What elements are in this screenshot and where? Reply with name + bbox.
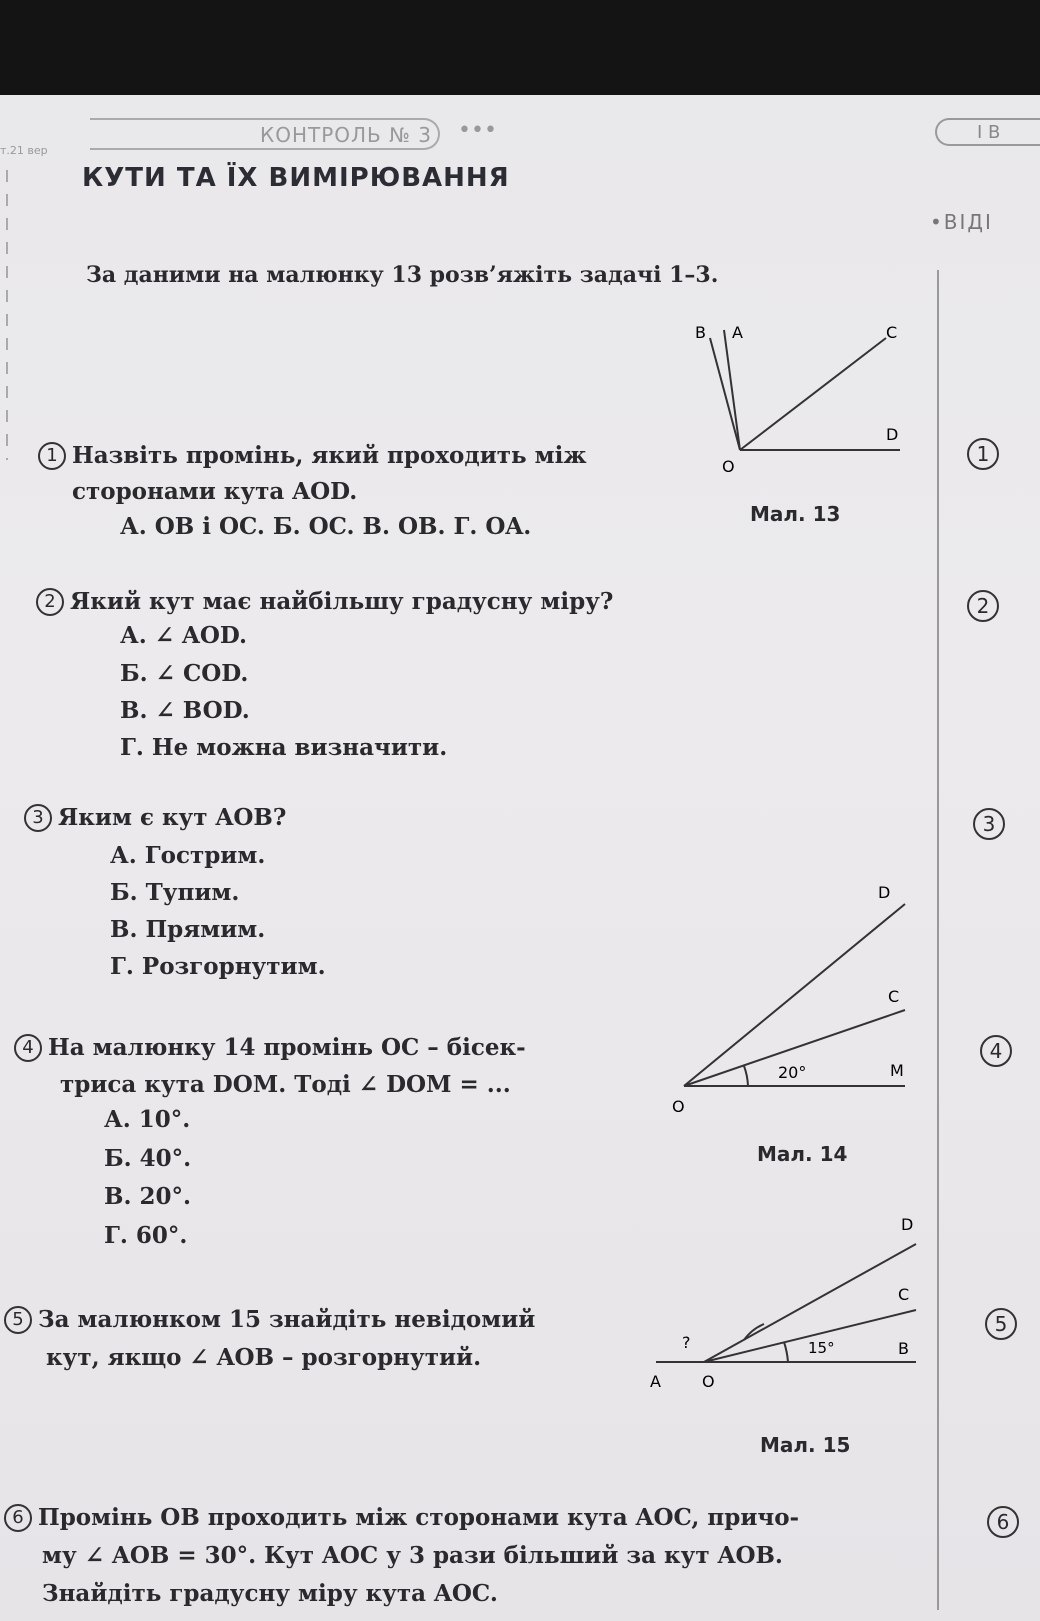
- answer-number: 2: [967, 590, 999, 622]
- question-6: [4, 1500, 799, 1536]
- page-title: КУТИ ТА ЇХ ВИМІРЮВАННЯ: [82, 163, 510, 193]
- angle-arc: [744, 1066, 748, 1086]
- question-2: [36, 584, 613, 620]
- question-3: [24, 800, 286, 836]
- question-number: 5: [4, 1306, 32, 1334]
- label-c: C: [898, 1285, 910, 1304]
- right-tab: І В: [935, 118, 1040, 146]
- question-number: 6: [4, 1504, 32, 1532]
- option: В. 20°.: [104, 1183, 191, 1210]
- ray-oc: [740, 338, 886, 450]
- label-o: O: [722, 457, 735, 476]
- intro-text: За даними на малюнку 13 розв’яжіть задачі 1–3.: [86, 262, 719, 288]
- question-text: Який кут має найбільшу градусну міру?: [70, 588, 614, 615]
- ray-od: [684, 904, 905, 1086]
- answer-number: 5: [985, 1308, 1017, 1340]
- option: В. Прямим.: [110, 916, 266, 943]
- question-5: [4, 1302, 535, 1338]
- label-o: O: [672, 1097, 685, 1116]
- option: Б. ∠ COD.: [120, 660, 249, 687]
- label-a: A: [732, 323, 743, 342]
- figure-14: [660, 880, 920, 1120]
- question-4: [14, 1030, 526, 1066]
- answer-number: 1: [967, 438, 999, 470]
- question-text: Назвіть промінь, який проходить між: [72, 442, 587, 469]
- answer-number: 4: [980, 1035, 1012, 1067]
- question-number: 4: [14, 1034, 42, 1062]
- angle-label: 20°: [778, 1063, 807, 1082]
- option: Б. 40°.: [104, 1145, 192, 1172]
- question-4-line2: триса кута DOM. Тоді ∠ DOM = ...: [60, 1071, 511, 1098]
- label-o: O: [702, 1372, 715, 1391]
- question-text: Промінь OB проходить між сторонами кута AOC, причо-: [38, 1504, 800, 1531]
- dots: •••: [458, 118, 497, 143]
- question-text: За малюнком 15 знайдіть невідомий: [38, 1306, 536, 1333]
- binding-marks: [6, 170, 8, 460]
- margin-note: т.21 вер: [0, 144, 48, 157]
- option: А. 10°.: [104, 1106, 191, 1133]
- side-label: •ВІДІ: [930, 210, 993, 234]
- question-number: 1: [38, 442, 66, 470]
- answer-number: 3: [973, 808, 1005, 840]
- dark-background: [0, 0, 1040, 110]
- option: А. Гострим.: [110, 842, 266, 869]
- label-d: D: [901, 1215, 914, 1234]
- question-number: 3: [24, 804, 52, 832]
- figure-13-caption: Мал. 13: [750, 502, 841, 526]
- label-b: B: [695, 323, 706, 342]
- option: А. ∠ AOD.: [120, 622, 248, 649]
- label-d: D: [886, 425, 899, 444]
- label-d: D: [878, 883, 891, 902]
- angle-arc-15: [784, 1342, 788, 1362]
- figure-15: [646, 1212, 926, 1392]
- label-c: C: [886, 323, 898, 342]
- label-c: C: [888, 987, 900, 1006]
- question-number: 2: [36, 588, 64, 616]
- answer-number: 6: [987, 1506, 1019, 1538]
- ray-oa: [724, 330, 740, 450]
- question-5-line2: кут, якщо ∠ AOB – розгорнутий.: [46, 1344, 482, 1371]
- figure-13: [690, 320, 920, 490]
- question-6-line3: Знайдіть градусну міру кута AOC.: [42, 1580, 498, 1607]
- option: Г. Розгорнутим.: [110, 953, 326, 980]
- column-divider: [937, 270, 939, 1610]
- question-1: [38, 438, 587, 474]
- figure-14-caption: Мал. 14: [757, 1142, 848, 1166]
- question-text: На малюнку 14 промінь OC – бісек-: [48, 1034, 526, 1061]
- angle-label: 15°: [808, 1339, 835, 1357]
- ray-ob: [710, 338, 740, 450]
- option: В. ∠ BOD.: [120, 697, 250, 724]
- label-a: A: [650, 1372, 661, 1391]
- figure-15-caption: Мал. 15: [760, 1433, 851, 1457]
- option: Г. Не можна визначити.: [120, 734, 448, 761]
- label-b: B: [898, 1339, 909, 1358]
- header-tab: КОНТРОЛЬ № 3: [90, 118, 440, 150]
- option: Б. Тупим.: [110, 879, 240, 906]
- question-1-line2: сторонами кута AOD.: [72, 478, 358, 505]
- unknown-angle: ?: [682, 1333, 691, 1352]
- question-6-line2: му ∠ AOB = 30°. Кут AOC у 3 рази більший за кут AOB.: [42, 1542, 783, 1569]
- label-m: M: [890, 1061, 904, 1080]
- option: Г. 60°.: [104, 1222, 188, 1249]
- question-1-options: А. OB і OC. Б. OC. В. OB. Г. OA.: [120, 513, 532, 540]
- question-text: Яким є кут AOB?: [58, 804, 287, 831]
- angle-arc-cod: [744, 1324, 764, 1340]
